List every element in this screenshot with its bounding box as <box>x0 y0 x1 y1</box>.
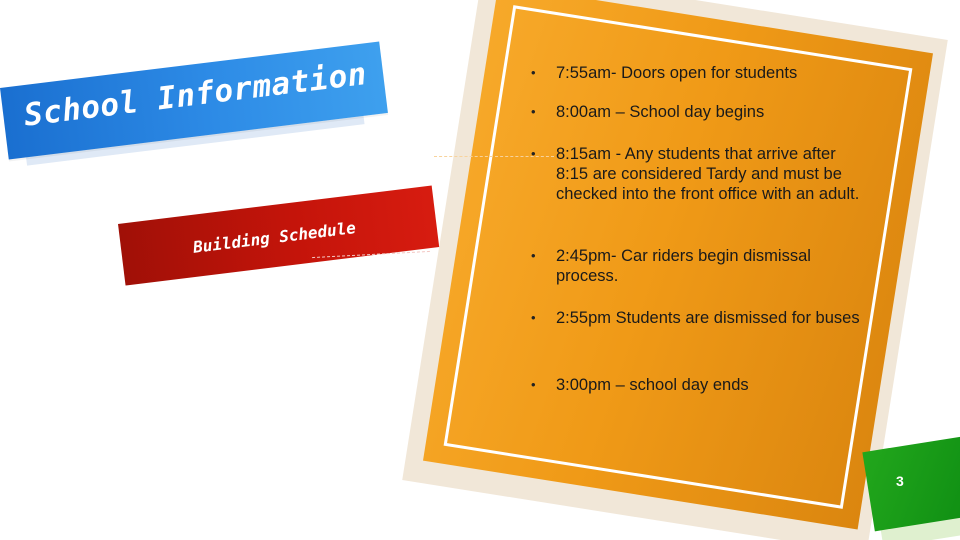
page-number-tag <box>862 437 960 532</box>
schedule-item <box>531 246 871 286</box>
bullet-icon: • <box>531 146 536 161</box>
schedule-item-text: 3:00pm – school day ends <box>556 376 749 394</box>
schedule-item-text: 2:45pm- Car riders begin dismissal process. <box>556 247 811 285</box>
schedule-item <box>531 102 871 122</box>
schedule-item-text: 2:55pm Students are dismissed for buses <box>556 309 860 327</box>
schedule-item-text: 8:15am - Any students that arrive after 8:15 are considered Tardy and must be checked into the front office with an adult. <box>556 145 860 203</box>
page-number: 3 <box>896 473 904 489</box>
bullet-icon: • <box>531 310 536 325</box>
bullet-icon: • <box>531 377 536 392</box>
schedule-item-text: 7:55am- Doors open for students <box>556 64 798 82</box>
schedule-item <box>531 308 871 328</box>
schedule-item <box>531 375 871 395</box>
bullet-icon: • <box>531 104 536 119</box>
slide-subtitle: Building Schedule <box>192 218 357 257</box>
slide-title: School Information <box>22 55 369 134</box>
schedule-item <box>531 63 871 83</box>
schedule-item-text: 8:00am – School day begins <box>556 103 765 121</box>
bullet-icon: • <box>531 65 536 80</box>
bullet-icon: • <box>531 248 536 263</box>
schedule-item <box>531 144 871 204</box>
